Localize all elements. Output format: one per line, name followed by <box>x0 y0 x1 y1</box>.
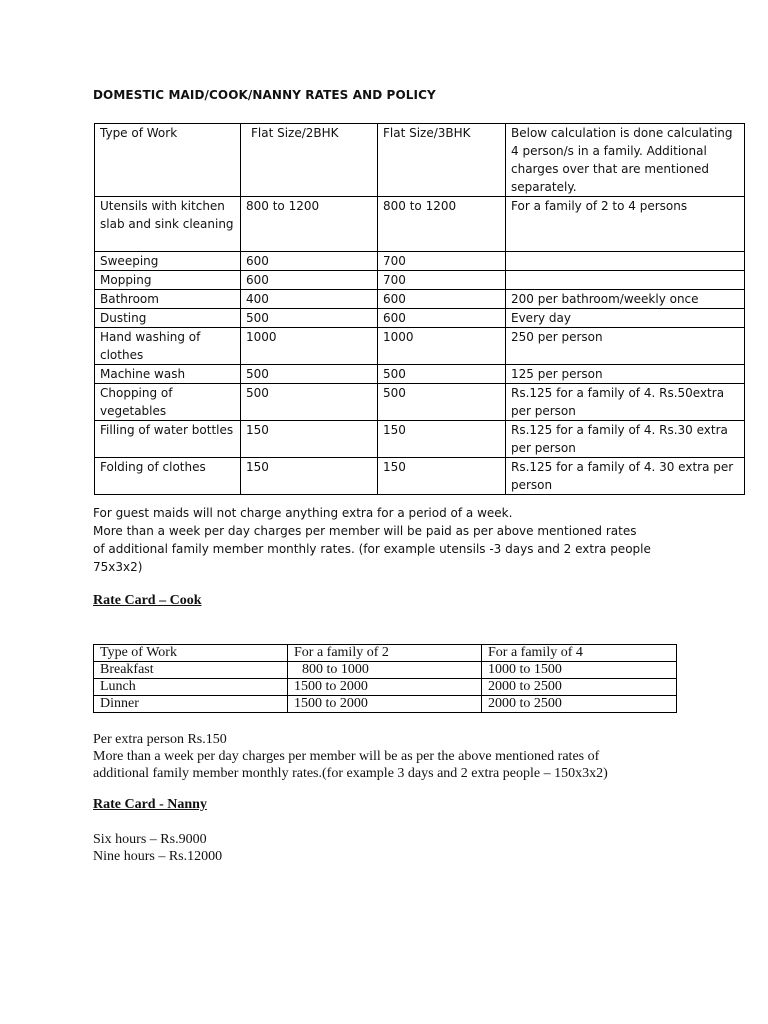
table-cell: 200 per bathroom/weekly once <box>506 290 745 309</box>
table-cell: Bathroom <box>95 290 241 309</box>
table-cell: Every day <box>506 309 745 328</box>
note-line: More than a week per day charges per member will be as per the above mentioned rates of <box>93 749 600 764</box>
table-cell: 600 <box>378 290 506 309</box>
note-line: Per extra person Rs.150 <box>93 732 227 747</box>
table-cell: 2000 to 2500 <box>482 696 677 713</box>
table-row <box>94 662 677 679</box>
table-cell: 600 <box>241 252 378 271</box>
table-cell: Folding of clothes <box>95 458 241 495</box>
nanny-rate-card-heading: Rate Card - Nanny <box>93 797 207 812</box>
table-cell: 150 <box>378 421 506 458</box>
table-row <box>94 679 677 696</box>
table-cell: Breakfast <box>94 662 288 679</box>
table-row <box>95 384 745 421</box>
table-cell: 150 <box>241 421 378 458</box>
table-cell: 500 <box>241 365 378 384</box>
cook-rates-table <box>93 644 677 713</box>
table-row <box>95 197 745 252</box>
table-row <box>95 458 745 495</box>
table-cell: Dusting <box>95 309 241 328</box>
header-cell: Type of Work <box>94 645 288 662</box>
table-cell: 1000 <box>378 328 506 365</box>
table-cell: Utensils with kitchen slab and sink cleaning <box>95 197 241 252</box>
table-row <box>95 421 745 458</box>
header-cell: Flat Size/3BHK <box>378 124 506 197</box>
table-row <box>95 290 745 309</box>
table-cell: 700 <box>378 271 506 290</box>
header-cell: Type of Work <box>95 124 241 197</box>
table-row <box>95 365 745 384</box>
table-cell: Mopping <box>95 271 241 290</box>
table-cell: 150 <box>241 458 378 495</box>
table-cell: 1000 to 1500 <box>482 662 677 679</box>
note-line: For guest maids will not charge anything extra for a period of a week. <box>93 506 513 520</box>
table-cell: Chopping of vegetables <box>95 384 241 421</box>
table-cell: Rs.125 for a family of 4. Rs.50extra per person <box>506 384 745 421</box>
table-cell <box>506 252 745 271</box>
nanny-rate-line: Nine hours – Rs.12000 <box>93 849 223 864</box>
table-row <box>95 271 745 290</box>
table-cell: Hand washing of clothes <box>95 328 241 365</box>
header-cell: Flat Size/2BHK <box>241 124 378 197</box>
table-cell <box>506 271 745 290</box>
table-cell: 600 <box>378 309 506 328</box>
table-cell: 700 <box>378 252 506 271</box>
nanny-rates <box>93 831 733 865</box>
table-cell: 500 <box>378 365 506 384</box>
table-cell: 500 <box>241 309 378 328</box>
table-cell: Sweeping <box>95 252 241 271</box>
header-cell: For a family of 2 <box>288 645 482 662</box>
table-cell: 125 per person <box>506 365 745 384</box>
header-cell: For a family of 4 <box>482 645 677 662</box>
page-title: DOMESTIC MAID/COOK/NANNY RATES AND POLICY <box>93 88 436 102</box>
table-cell: Rs.125 for a family of 4. 30 extra per person <box>506 458 745 495</box>
guest-maid-note <box>93 504 693 576</box>
table-row <box>95 328 745 365</box>
table-cell: 600 <box>241 271 378 290</box>
table-cell: 400 <box>241 290 378 309</box>
table-cell: Filling of water bottles <box>95 421 241 458</box>
table-cell: 1500 to 2000 <box>288 696 482 713</box>
note-line: 75x3x2) <box>93 560 143 574</box>
table-cell: Machine wash <box>95 365 241 384</box>
table-cell: 800 to 1000 <box>288 662 482 679</box>
table-header-row <box>95 124 745 197</box>
note-line: of additional family member monthly rates. (for example utensils -3 days and 2 extra people <box>93 542 651 556</box>
table-cell: 800 to 1200 <box>241 197 378 252</box>
table-cell: 500 <box>378 384 506 421</box>
table-cell: 1000 <box>241 328 378 365</box>
table-cell: 150 <box>378 458 506 495</box>
cook-rate-card-heading: Rate Card – Cook <box>93 593 202 608</box>
table-cell: Lunch <box>94 679 288 696</box>
table-cell: 2000 to 2500 <box>482 679 677 696</box>
table-header-row <box>94 645 677 662</box>
table-cell: 1500 to 2000 <box>288 679 482 696</box>
nanny-rate-line: Six hours – Rs.9000 <box>93 832 207 847</box>
table-cell: 250 per person <box>506 328 745 365</box>
table-cell: For a family of 2 to 4 persons <box>506 197 745 252</box>
cook-note <box>93 731 733 782</box>
maid-rates-table <box>94 123 745 495</box>
table-cell: 800 to 1200 <box>378 197 506 252</box>
table-cell: 500 <box>241 384 378 421</box>
table-row <box>95 252 745 271</box>
note-line: additional family member monthly rates.(for example 3 days and 2 extra people – 150x3x2) <box>93 766 608 781</box>
header-cell: Below calculation is done calculating 4 person/s in a family. Additional charges over that are mentioned separately. <box>506 124 745 197</box>
note-line: More than a week per day charges per member will be paid as per above mentioned rates <box>93 524 637 538</box>
table-row <box>94 696 677 713</box>
table-row <box>95 309 745 328</box>
table-cell: Dinner <box>94 696 288 713</box>
table-cell: Rs.125 for a family of 4. Rs.30 extra per person <box>506 421 745 458</box>
